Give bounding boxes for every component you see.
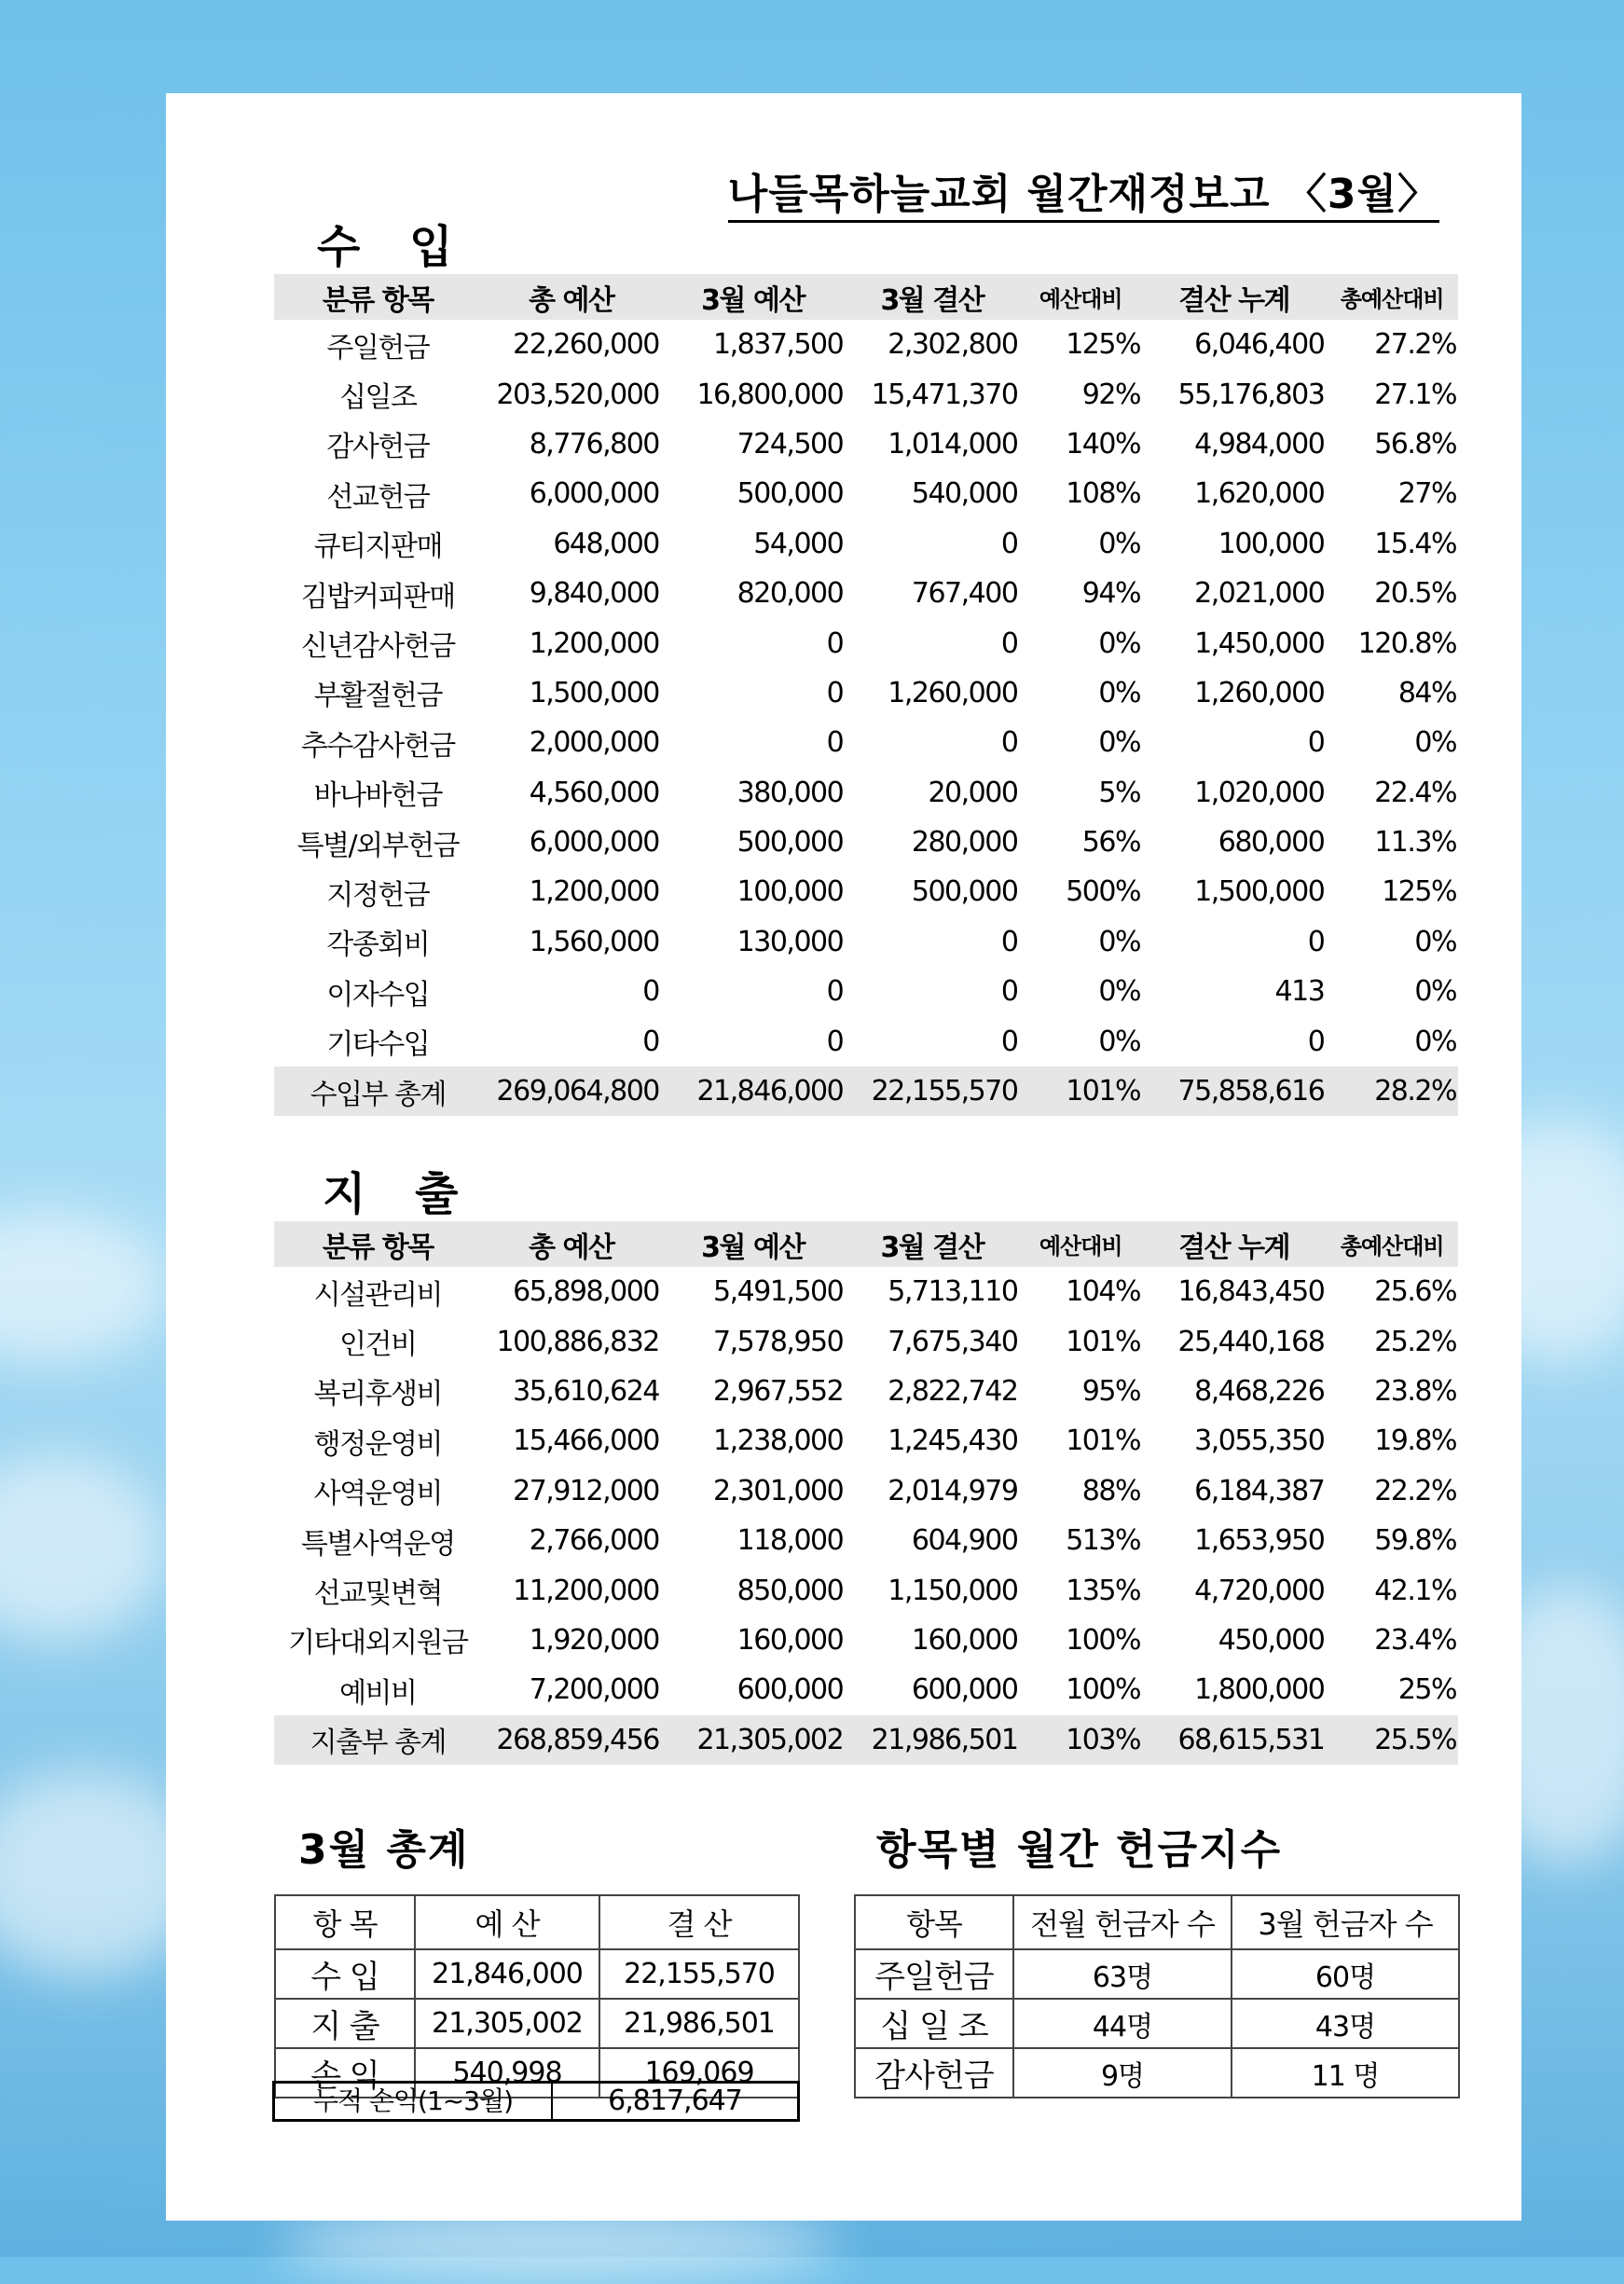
table-cell: 35,610,624 bbox=[513, 1374, 659, 1408]
income-heading: 수 입 bbox=[317, 221, 470, 273]
table-row bbox=[274, 818, 1458, 867]
col-total-ratio: 총예산대비 bbox=[1326, 274, 1458, 320]
col-cumulative: 결산 누계 bbox=[1142, 274, 1326, 320]
table-cell: 예비비 bbox=[339, 1676, 417, 1710]
table-cell: 60명 bbox=[1232, 1949, 1459, 1999]
table-cell: 바나바헌금 bbox=[313, 779, 443, 813]
table-cell: 0% bbox=[1098, 527, 1140, 560]
table-cell: 1,653,950 bbox=[1194, 1524, 1325, 1558]
table-cell: 44명 bbox=[1013, 1999, 1232, 2048]
table-cell: 11 명 bbox=[1232, 2048, 1459, 2098]
col-cumulative: 결산 누계 bbox=[1142, 1221, 1326, 1267]
table-cell: 540,998 bbox=[415, 2048, 599, 2098]
table-cell: 1,800,000 bbox=[1194, 1673, 1325, 1707]
table-cell: 22,155,570 bbox=[599, 1949, 799, 1999]
cash-index-heading: 항목별 월간 헌금지수 bbox=[876, 1826, 1283, 1874]
total-cell: 268,859,456 bbox=[482, 1715, 661, 1765]
col-month-budget: 3월 예산 bbox=[661, 1221, 845, 1267]
table-cell: 각종회비 bbox=[326, 929, 430, 962]
table-cell: 0 bbox=[642, 1025, 659, 1058]
table-cell: 16,800,000 bbox=[696, 378, 844, 411]
summary-col-actual: 결 산 bbox=[599, 1895, 799, 1949]
table-cell: 500,000 bbox=[911, 875, 1018, 909]
table-cell: 사역운영비 bbox=[313, 1478, 443, 1511]
table-cell: 20,000 bbox=[928, 776, 1018, 809]
table-row bbox=[274, 519, 1458, 569]
table-cell: 1,014,000 bbox=[888, 427, 1018, 461]
table-cell: 23.8% bbox=[1374, 1374, 1456, 1408]
table-cell: 43명 bbox=[1232, 1999, 1459, 2048]
table-cell: 135% bbox=[1066, 1574, 1140, 1607]
table-cell: 8,776,800 bbox=[529, 427, 659, 461]
table-cell: 0 bbox=[1307, 925, 1325, 958]
table-cell: 6,000,000 bbox=[529, 477, 659, 511]
table-cell: 600,000 bbox=[911, 1673, 1018, 1707]
table-cell: 160,000 bbox=[911, 1623, 1018, 1657]
income-table bbox=[274, 274, 1458, 1116]
table-cell: 88% bbox=[1081, 1474, 1140, 1507]
table-row bbox=[274, 668, 1458, 718]
table-cell: 21,305,002 bbox=[415, 1999, 599, 2048]
table-row bbox=[274, 718, 1458, 767]
table-cell: 감사헌금 bbox=[855, 2048, 1013, 2098]
table-cell: 기타수입 bbox=[326, 1028, 430, 1062]
table-cell: 500% bbox=[1066, 875, 1140, 909]
table-cell: 부활절헌금 bbox=[313, 680, 443, 713]
table-cell: 23.4% bbox=[1374, 1623, 1456, 1657]
table-row bbox=[274, 569, 1458, 618]
cash-index-table bbox=[854, 1894, 1460, 2098]
table-cell: 5,713,110 bbox=[888, 1275, 1018, 1309]
table-row bbox=[274, 1665, 1458, 1714]
table-cell: 42.1% bbox=[1374, 1574, 1456, 1607]
table-cell: 2,822,742 bbox=[888, 1374, 1018, 1408]
table-cell: 추수감사헌금 bbox=[300, 729, 455, 763]
total-cell: 25.5% bbox=[1326, 1715, 1458, 1765]
table-cell: 0 bbox=[642, 975, 659, 1009]
table-cell: 1,260,000 bbox=[888, 676, 1018, 709]
table-cell: 인건비 bbox=[339, 1328, 417, 1362]
table-cell: 850,000 bbox=[736, 1574, 844, 1607]
table-cell: 6,046,400 bbox=[1194, 328, 1325, 362]
table-cell: 7,200,000 bbox=[529, 1673, 659, 1707]
table-cell: 540,000 bbox=[911, 477, 1018, 511]
summary-heading: 3월 총계 bbox=[298, 1826, 470, 1874]
total-cell: 21,986,501 bbox=[845, 1715, 1019, 1765]
summary-col-item: 항 목 bbox=[275, 1895, 415, 1949]
table-cell: 108% bbox=[1066, 477, 1140, 511]
cash-index-row bbox=[855, 2048, 1459, 2098]
table-cell: 지 출 bbox=[275, 1999, 415, 2048]
table-cell: 125% bbox=[1066, 328, 1140, 362]
table-cell: 22.4% bbox=[1374, 776, 1456, 809]
table-cell: 27.2% bbox=[1374, 328, 1456, 362]
table-cell: 0 bbox=[1307, 726, 1325, 760]
table-cell: 2,000,000 bbox=[529, 726, 659, 760]
table-cell: 0% bbox=[1098, 975, 1140, 1009]
table-cell: 4,984,000 bbox=[1194, 427, 1325, 461]
table-row bbox=[274, 1367, 1458, 1416]
col-month-actual: 3월 결산 bbox=[845, 274, 1019, 320]
table-cell: 3,055,350 bbox=[1194, 1424, 1325, 1458]
total-row bbox=[274, 1066, 1458, 1116]
total-cell: 지출부 총계 bbox=[274, 1715, 482, 1765]
cumulative-profit bbox=[272, 2081, 800, 2122]
table-cell: 9,840,000 bbox=[529, 577, 659, 611]
table-cell: 0 bbox=[1000, 726, 1018, 760]
table-cell: 5,491,500 bbox=[713, 1275, 844, 1309]
table-cell: 11,200,000 bbox=[513, 1574, 659, 1607]
total-cell: 269,064,800 bbox=[482, 1066, 661, 1116]
table-cell: 169,069 bbox=[599, 2048, 799, 2098]
table-cell: 0 bbox=[826, 626, 844, 660]
table-cell: 63명 bbox=[1013, 1949, 1232, 1999]
table-cell: 1,500,000 bbox=[529, 676, 659, 709]
table-cell: 큐티지판매 bbox=[313, 530, 443, 564]
table-cell: 2,014,979 bbox=[888, 1474, 1018, 1507]
table-cell: 15,471,370 bbox=[871, 378, 1018, 411]
table-cell: 십일조 bbox=[339, 381, 417, 415]
total-cell: 21,846,000 bbox=[661, 1066, 845, 1116]
table-cell: 648,000 bbox=[553, 527, 659, 560]
table-cell: 15.4% bbox=[1374, 527, 1456, 560]
table-cell: 54,000 bbox=[753, 527, 844, 560]
table-cell: 94% bbox=[1081, 577, 1140, 611]
col-budget-ratio: 예산대비 bbox=[1019, 274, 1142, 320]
table-cell: 0 bbox=[826, 975, 844, 1009]
table-cell: 2,021,000 bbox=[1194, 577, 1325, 611]
table-cell: 56% bbox=[1081, 826, 1140, 860]
table-cell: 680,000 bbox=[1218, 826, 1325, 860]
table-row bbox=[274, 1416, 1458, 1465]
table-cell: 11.3% bbox=[1374, 826, 1456, 860]
table-cell: 1,560,000 bbox=[529, 925, 659, 958]
table-cell: 이자수입 bbox=[326, 978, 430, 1011]
table-cell: 0 bbox=[1000, 527, 1018, 560]
table-cell: 101% bbox=[1066, 1424, 1140, 1458]
cash-col-current: 3월 헌금자 수 bbox=[1232, 1895, 1459, 1949]
table-cell: 101% bbox=[1066, 1325, 1140, 1358]
cumulative-profit-value: 6,817,647 bbox=[608, 2084, 742, 2117]
table-cell: 120.8% bbox=[1357, 626, 1456, 660]
table-row bbox=[274, 1616, 1458, 1665]
table-row bbox=[274, 768, 1458, 818]
table-cell: 100% bbox=[1066, 1623, 1140, 1657]
table-cell: 0 bbox=[1000, 975, 1018, 1009]
table-cell: 1,200,000 bbox=[529, 875, 659, 909]
table-cell: 0% bbox=[1098, 925, 1140, 958]
table-cell: 104% bbox=[1066, 1275, 1140, 1309]
table-cell: 0% bbox=[1414, 1025, 1456, 1058]
total-cell: 21,305,002 bbox=[661, 1715, 845, 1765]
table-cell: 100,000 bbox=[736, 875, 844, 909]
table-cell: 450,000 bbox=[1218, 1623, 1325, 1657]
summary-row bbox=[275, 1999, 799, 2048]
table-cell: 1,245,430 bbox=[888, 1424, 1018, 1458]
table-cell: 감사헌금 bbox=[326, 431, 430, 464]
col-total-ratio: 총예산대비 bbox=[1326, 1221, 1458, 1267]
table-cell: 행정운영비 bbox=[313, 1427, 443, 1461]
table-cell: 203,520,000 bbox=[496, 378, 659, 411]
table-cell: 15,466,000 bbox=[513, 1424, 659, 1458]
table-cell: 시설관리비 bbox=[313, 1278, 443, 1312]
table-cell: 0 bbox=[826, 726, 844, 760]
summary-table bbox=[274, 1894, 800, 2098]
cash-col-prev: 전월 헌금자 수 bbox=[1013, 1895, 1232, 1949]
table-cell: 59.8% bbox=[1374, 1524, 1456, 1558]
table-cell: 신년감사헌금 bbox=[300, 630, 455, 664]
table-cell: 500,000 bbox=[736, 826, 844, 860]
col-category: 분류 항목 bbox=[274, 274, 482, 320]
table-row bbox=[274, 1316, 1458, 1366]
table-cell: 특별/외부헌금 bbox=[296, 829, 460, 862]
col-month-budget: 3월 예산 bbox=[661, 274, 845, 320]
table-cell: 1,020,000 bbox=[1194, 776, 1325, 809]
table-cell: 25,440,168 bbox=[1177, 1325, 1325, 1358]
table-cell: 25.2% bbox=[1374, 1325, 1456, 1358]
table-cell: 7,578,950 bbox=[713, 1325, 844, 1358]
table-cell: 130,000 bbox=[736, 925, 844, 958]
table-row bbox=[274, 1016, 1458, 1066]
table-cell: 1,260,000 bbox=[1194, 676, 1325, 709]
table-cell: 복리후생비 bbox=[313, 1378, 443, 1411]
table-cell: 0% bbox=[1098, 1025, 1140, 1058]
table-cell: 100% bbox=[1066, 1673, 1140, 1707]
table-cell: 16,843,450 bbox=[1177, 1275, 1325, 1309]
total-cell: 28.2% bbox=[1326, 1066, 1458, 1116]
table-cell: 513% bbox=[1066, 1524, 1140, 1558]
col-total-budget: 총 예산 bbox=[482, 1221, 661, 1267]
table-cell: 김밥커피판매 bbox=[300, 580, 455, 613]
table-cell: 4,720,000 bbox=[1194, 1574, 1325, 1607]
cash-index-header-row bbox=[855, 1895, 1459, 1949]
col-month-actual: 3월 결산 bbox=[845, 1221, 1019, 1267]
table-row bbox=[274, 917, 1458, 967]
table-cell: 7,675,340 bbox=[888, 1325, 1018, 1358]
table-cell: 140% bbox=[1066, 427, 1140, 461]
table-cell: 125% bbox=[1382, 875, 1456, 909]
table-row bbox=[274, 1565, 1458, 1615]
table-cell: 84% bbox=[1397, 676, 1456, 709]
expense-table bbox=[274, 1221, 1458, 1765]
table-row bbox=[274, 469, 1458, 518]
table-row bbox=[274, 867, 1458, 916]
table-cell: 100,886,832 bbox=[496, 1325, 659, 1358]
table-cell: 지정헌금 bbox=[326, 878, 430, 912]
total-cell: 75,858,616 bbox=[1142, 1066, 1326, 1116]
cash-index-row bbox=[855, 1949, 1459, 1999]
total-cell: 22,155,570 bbox=[845, 1066, 1019, 1116]
total-cell: 103% bbox=[1019, 1715, 1142, 1765]
table-cell: 기타대외지원금 bbox=[288, 1627, 468, 1660]
table-cell: 1,450,000 bbox=[1194, 626, 1325, 660]
table-cell: 0 bbox=[826, 676, 844, 709]
table-cell: 55,176,803 bbox=[1177, 378, 1325, 411]
summary-col-budget: 예 산 bbox=[415, 1895, 599, 1949]
table-cell: 380,000 bbox=[736, 776, 844, 809]
table-row bbox=[274, 1267, 1458, 1316]
table-cell: 0% bbox=[1414, 726, 1456, 760]
total-cell: 101% bbox=[1019, 1066, 1142, 1116]
table-cell: 21,846,000 bbox=[415, 1949, 599, 1999]
table-cell: 0% bbox=[1098, 726, 1140, 760]
table-cell: 413 bbox=[1274, 975, 1325, 1009]
table-cell: 0 bbox=[1000, 925, 1018, 958]
table-cell: 22.2% bbox=[1374, 1474, 1456, 1507]
table-cell: 특별사역운영 bbox=[300, 1527, 455, 1561]
summary-row bbox=[275, 1949, 799, 1999]
table-cell: 주일헌금 bbox=[855, 1949, 1013, 1999]
table-cell: 0 bbox=[1307, 1025, 1325, 1058]
table-cell: 선교및변혁 bbox=[313, 1577, 443, 1611]
table-cell: 25.6% bbox=[1374, 1275, 1456, 1309]
table-cell: 600,000 bbox=[736, 1673, 844, 1707]
table-cell: 4,560,000 bbox=[529, 776, 659, 809]
table-row bbox=[274, 618, 1458, 667]
cash-index-row bbox=[855, 1999, 1459, 2048]
table-cell: 손 익 bbox=[275, 2048, 415, 2098]
table-row bbox=[274, 1516, 1458, 1565]
table-cell: 9명 bbox=[1013, 2048, 1232, 2098]
table-cell: 280,000 bbox=[911, 826, 1018, 860]
table-cell: 8,468,226 bbox=[1194, 1374, 1325, 1408]
table-cell: 십 일 조 bbox=[855, 1999, 1013, 2048]
total-cell: 수입부 총계 bbox=[274, 1066, 482, 1116]
page-title: 나들목하늘교회 월간재정보고 〈3월〉 bbox=[166, 160, 1439, 220]
table-cell: 0 bbox=[826, 1025, 844, 1058]
cash-col-item: 항목 bbox=[855, 1895, 1013, 1949]
table-cell: 6,000,000 bbox=[529, 826, 659, 860]
table-cell: 27% bbox=[1397, 477, 1456, 511]
table-cell: 2,302,800 bbox=[888, 328, 1018, 362]
table-cell: 수 입 bbox=[275, 1949, 415, 1999]
summary-header-row bbox=[275, 1895, 799, 1949]
table-cell: 1,200,000 bbox=[529, 626, 659, 660]
table-cell: 160,000 bbox=[736, 1623, 844, 1657]
income-header-row bbox=[274, 274, 1458, 320]
table-row bbox=[274, 1466, 1458, 1516]
expense-heading: 지 출 bbox=[323, 1168, 475, 1220]
table-row bbox=[274, 420, 1458, 469]
total-cell: 68,615,531 bbox=[1142, 1715, 1326, 1765]
table-cell: 2,766,000 bbox=[529, 1524, 659, 1558]
table-cell: 27.1% bbox=[1374, 378, 1456, 411]
table-cell: 2,967,552 bbox=[713, 1374, 844, 1408]
table-cell: 1,837,500 bbox=[713, 328, 844, 362]
table-cell: 0 bbox=[1000, 626, 1018, 660]
col-category: 분류 항목 bbox=[274, 1221, 482, 1267]
table-cell: 65,898,000 bbox=[513, 1275, 659, 1309]
table-cell: 500,000 bbox=[736, 477, 844, 511]
table-cell: 724,500 bbox=[736, 427, 844, 461]
table-cell: 25% bbox=[1397, 1673, 1456, 1707]
total-row bbox=[274, 1715, 1458, 1765]
table-cell: 0% bbox=[1414, 975, 1456, 1009]
table-cell: 22,260,000 bbox=[513, 328, 659, 362]
table-cell: 주일헌금 bbox=[326, 331, 430, 365]
cumulative-profit-label: 누적 손익(1~3월) bbox=[275, 2084, 553, 2119]
table-cell: 56.8% bbox=[1374, 427, 1456, 461]
table-cell: 1,920,000 bbox=[529, 1623, 659, 1657]
table-cell: 1,150,000 bbox=[888, 1574, 1018, 1607]
table-cell: 1,238,000 bbox=[713, 1424, 844, 1458]
table-cell: 5% bbox=[1098, 776, 1140, 809]
table-cell: 1,500,000 bbox=[1194, 875, 1325, 909]
table-cell: 0% bbox=[1414, 925, 1456, 958]
table-cell: 6,184,387 bbox=[1194, 1474, 1325, 1507]
table-cell: 100,000 bbox=[1218, 527, 1325, 560]
table-cell: 767,400 bbox=[911, 577, 1018, 611]
col-total-budget: 총 예산 bbox=[482, 274, 661, 320]
table-cell: 27,912,000 bbox=[513, 1474, 659, 1507]
table-cell: 2,301,000 bbox=[713, 1474, 844, 1507]
report-page bbox=[166, 93, 1521, 2221]
table-cell: 1,620,000 bbox=[1194, 477, 1325, 511]
table-row bbox=[274, 320, 1458, 369]
table-cell: 820,000 bbox=[736, 577, 844, 611]
table-cell: 0% bbox=[1098, 676, 1140, 709]
table-row bbox=[274, 967, 1458, 1016]
table-cell: 선교헌금 bbox=[326, 480, 430, 514]
table-cell: 0% bbox=[1098, 626, 1140, 660]
table-cell: 19.8% bbox=[1374, 1424, 1456, 1458]
table-row bbox=[274, 369, 1458, 419]
table-cell: 92% bbox=[1081, 378, 1140, 411]
col-budget-ratio: 예산대비 bbox=[1019, 1221, 1142, 1267]
table-cell: 95% bbox=[1081, 1374, 1140, 1408]
table-cell: 118,000 bbox=[736, 1524, 844, 1558]
table-cell: 604,900 bbox=[911, 1524, 1018, 1558]
table-cell: 0 bbox=[1000, 1025, 1018, 1058]
table-cell: 20.5% bbox=[1374, 577, 1456, 611]
expense-header-row bbox=[274, 1221, 1458, 1267]
table-cell: 21,986,501 bbox=[599, 1999, 799, 2048]
